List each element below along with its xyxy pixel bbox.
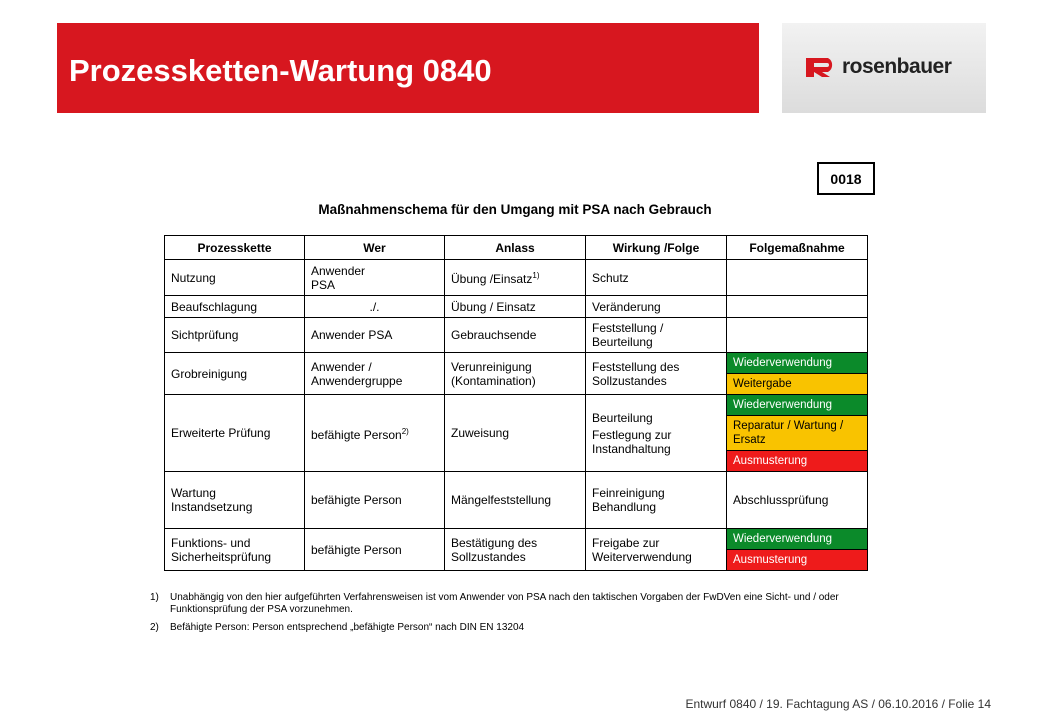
cell-anlass: Mängelfeststellung — [445, 472, 586, 529]
cell-line: PSA — [311, 277, 336, 292]
table-row — [165, 296, 868, 318]
cell-prozesskette — [165, 529, 305, 571]
table-row — [165, 472, 868, 529]
footnote-text: Unabhängig von den hier aufgeführten Verfahrensweisen ist vom Anwender von PSA nach den taktischen Vorgaben der FwDVen eine Sicht- und / oder Funktionsprüfung der PSA vorzunehmen. — [170, 592, 839, 615]
status-wiederverwendung: Wiederverwendung — [727, 529, 868, 550]
cell-line: Instandhaltung — [592, 441, 671, 456]
cell-line: Funktions- und — [171, 535, 251, 550]
cell-line: Anwendergruppe — [311, 373, 403, 388]
title-banner — [57, 23, 759, 113]
footnote-number: 2) — [150, 622, 159, 633]
cell-line: Beurteilung — [592, 335, 653, 349]
rosenbauer-r-icon — [804, 56, 840, 78]
cell-wer — [305, 395, 445, 472]
cell-line: (Kontamination) — [451, 373, 536, 388]
cell-prozesskette: Nutzung — [165, 260, 305, 296]
table-row — [165, 529, 868, 550]
cell-wer: ./. — [305, 296, 445, 318]
table-row — [165, 260, 868, 296]
cell-line: Freigabe zur — [592, 535, 660, 550]
cell-prozesskette: Beaufschlagung — [165, 296, 305, 318]
footnotes — [150, 592, 880, 640]
column-header: Folgemaßnahme — [727, 236, 868, 260]
cell-line: Feststellung / — [592, 321, 664, 335]
cell-line: Sollzustandes — [451, 549, 526, 564]
cell-anlass: Zuweisung — [445, 395, 586, 472]
cell-wer — [305, 260, 445, 296]
footnote-text: Befähigte Person: Person entsprechend „befähigte Person“ nach DIN EN 13204 — [170, 622, 525, 633]
document-title: Maßnahmenschema für den Umgang mit PSA nach Gebrauch — [318, 202, 712, 217]
cell-folge — [727, 318, 868, 353]
measures-table — [164, 235, 868, 571]
footnote — [150, 622, 880, 634]
cell-folge — [727, 296, 868, 318]
cell-wer — [305, 353, 445, 395]
status-wiederverwendung: Wiederverwendung — [727, 395, 868, 416]
status-reparatur: Reparatur / Wartung / Ersatz — [727, 416, 868, 451]
cell-anlass — [445, 529, 586, 571]
rosenbauer-logo — [782, 23, 986, 113]
cell-prozesskette: Erweiterte Prüfung — [165, 395, 305, 472]
table-row — [165, 318, 868, 353]
status-wiederverwendung: Wiederverwendung — [727, 353, 868, 374]
footnote — [150, 592, 880, 616]
cell-prozesskette: Grobreinigung — [165, 353, 305, 395]
slide-footer: Entwurf 0840 / 19. Fachtagung AS / 06.10.2016 / Folie 14 — [685, 697, 991, 711]
cell-line: Behandlung — [592, 500, 657, 514]
status-ausmusterung: Ausmusterung — [727, 550, 868, 571]
document-id: 0018 — [817, 162, 875, 195]
cell-line: Feinreinigung — [592, 486, 665, 500]
cell-wirkung — [586, 318, 727, 353]
status-ausmusterung: Ausmusterung — [727, 451, 868, 472]
cell-wer: befähigte Person — [305, 529, 445, 571]
cell-wirkung: Veränderung — [586, 296, 727, 318]
table-header-row — [165, 236, 868, 260]
cell-wer: Anwender PSA — [305, 318, 445, 353]
cell-prozesskette: Sichtprüfung — [165, 318, 305, 353]
cell-wer: befähigte Person — [305, 472, 445, 529]
cell-line: Anwender — [311, 263, 366, 278]
table-row — [165, 395, 868, 416]
column-header: Anlass — [445, 236, 586, 260]
cell-line: Beurteilung — [592, 410, 653, 425]
cell-anlass — [445, 260, 586, 296]
cell-folge: Abschlussprüfung — [727, 472, 868, 529]
cell-anlass: Gebrauchsende — [445, 318, 586, 353]
cell-text: Übung /Einsatz — [451, 272, 533, 286]
cell-line: Weiterverwendung — [592, 549, 692, 564]
cell-wirkung — [586, 472, 727, 529]
logo-wordmark: rosenbauer — [842, 55, 952, 78]
cell-line: Bestätigung des — [451, 535, 538, 550]
cell-folge — [727, 260, 868, 296]
cell-line: Wartung — [171, 486, 216, 500]
cell-wirkung — [586, 529, 727, 571]
cell-line: Verunreinigung — [451, 359, 532, 374]
status-weitergabe: Weitergabe — [727, 374, 868, 395]
column-header: Wer — [305, 236, 445, 260]
page-title: Prozessketten-Wartung 0840 — [69, 53, 492, 88]
cell-line: Festlegung zur — [592, 427, 672, 442]
footnote-number: 1) — [150, 592, 159, 603]
table-row — [165, 353, 868, 374]
cell-line: Sicherheitsprüfung — [171, 549, 272, 564]
cell-anlass — [445, 353, 586, 395]
cell-wirkung: Schutz — [586, 260, 727, 296]
cell-line: Anwender / — [311, 359, 372, 374]
footnote-ref: 2) — [401, 426, 409, 436]
cell-text: befähigte Person — [311, 427, 402, 442]
cell-wirkung — [586, 353, 727, 395]
cell-line: Sollzustandes — [592, 373, 667, 388]
column-header: Prozesskette — [165, 236, 305, 260]
cell-anlass: Übung / Einsatz — [445, 296, 586, 318]
cell-prozesskette — [165, 472, 305, 529]
column-header: Wirkung /Folge — [586, 236, 727, 260]
cell-wirkung — [586, 395, 727, 472]
cell-line: Instandsetzung — [171, 500, 253, 514]
cell-line: Feststellung des — [592, 359, 680, 374]
footnote-ref: 1) — [532, 271, 540, 280]
